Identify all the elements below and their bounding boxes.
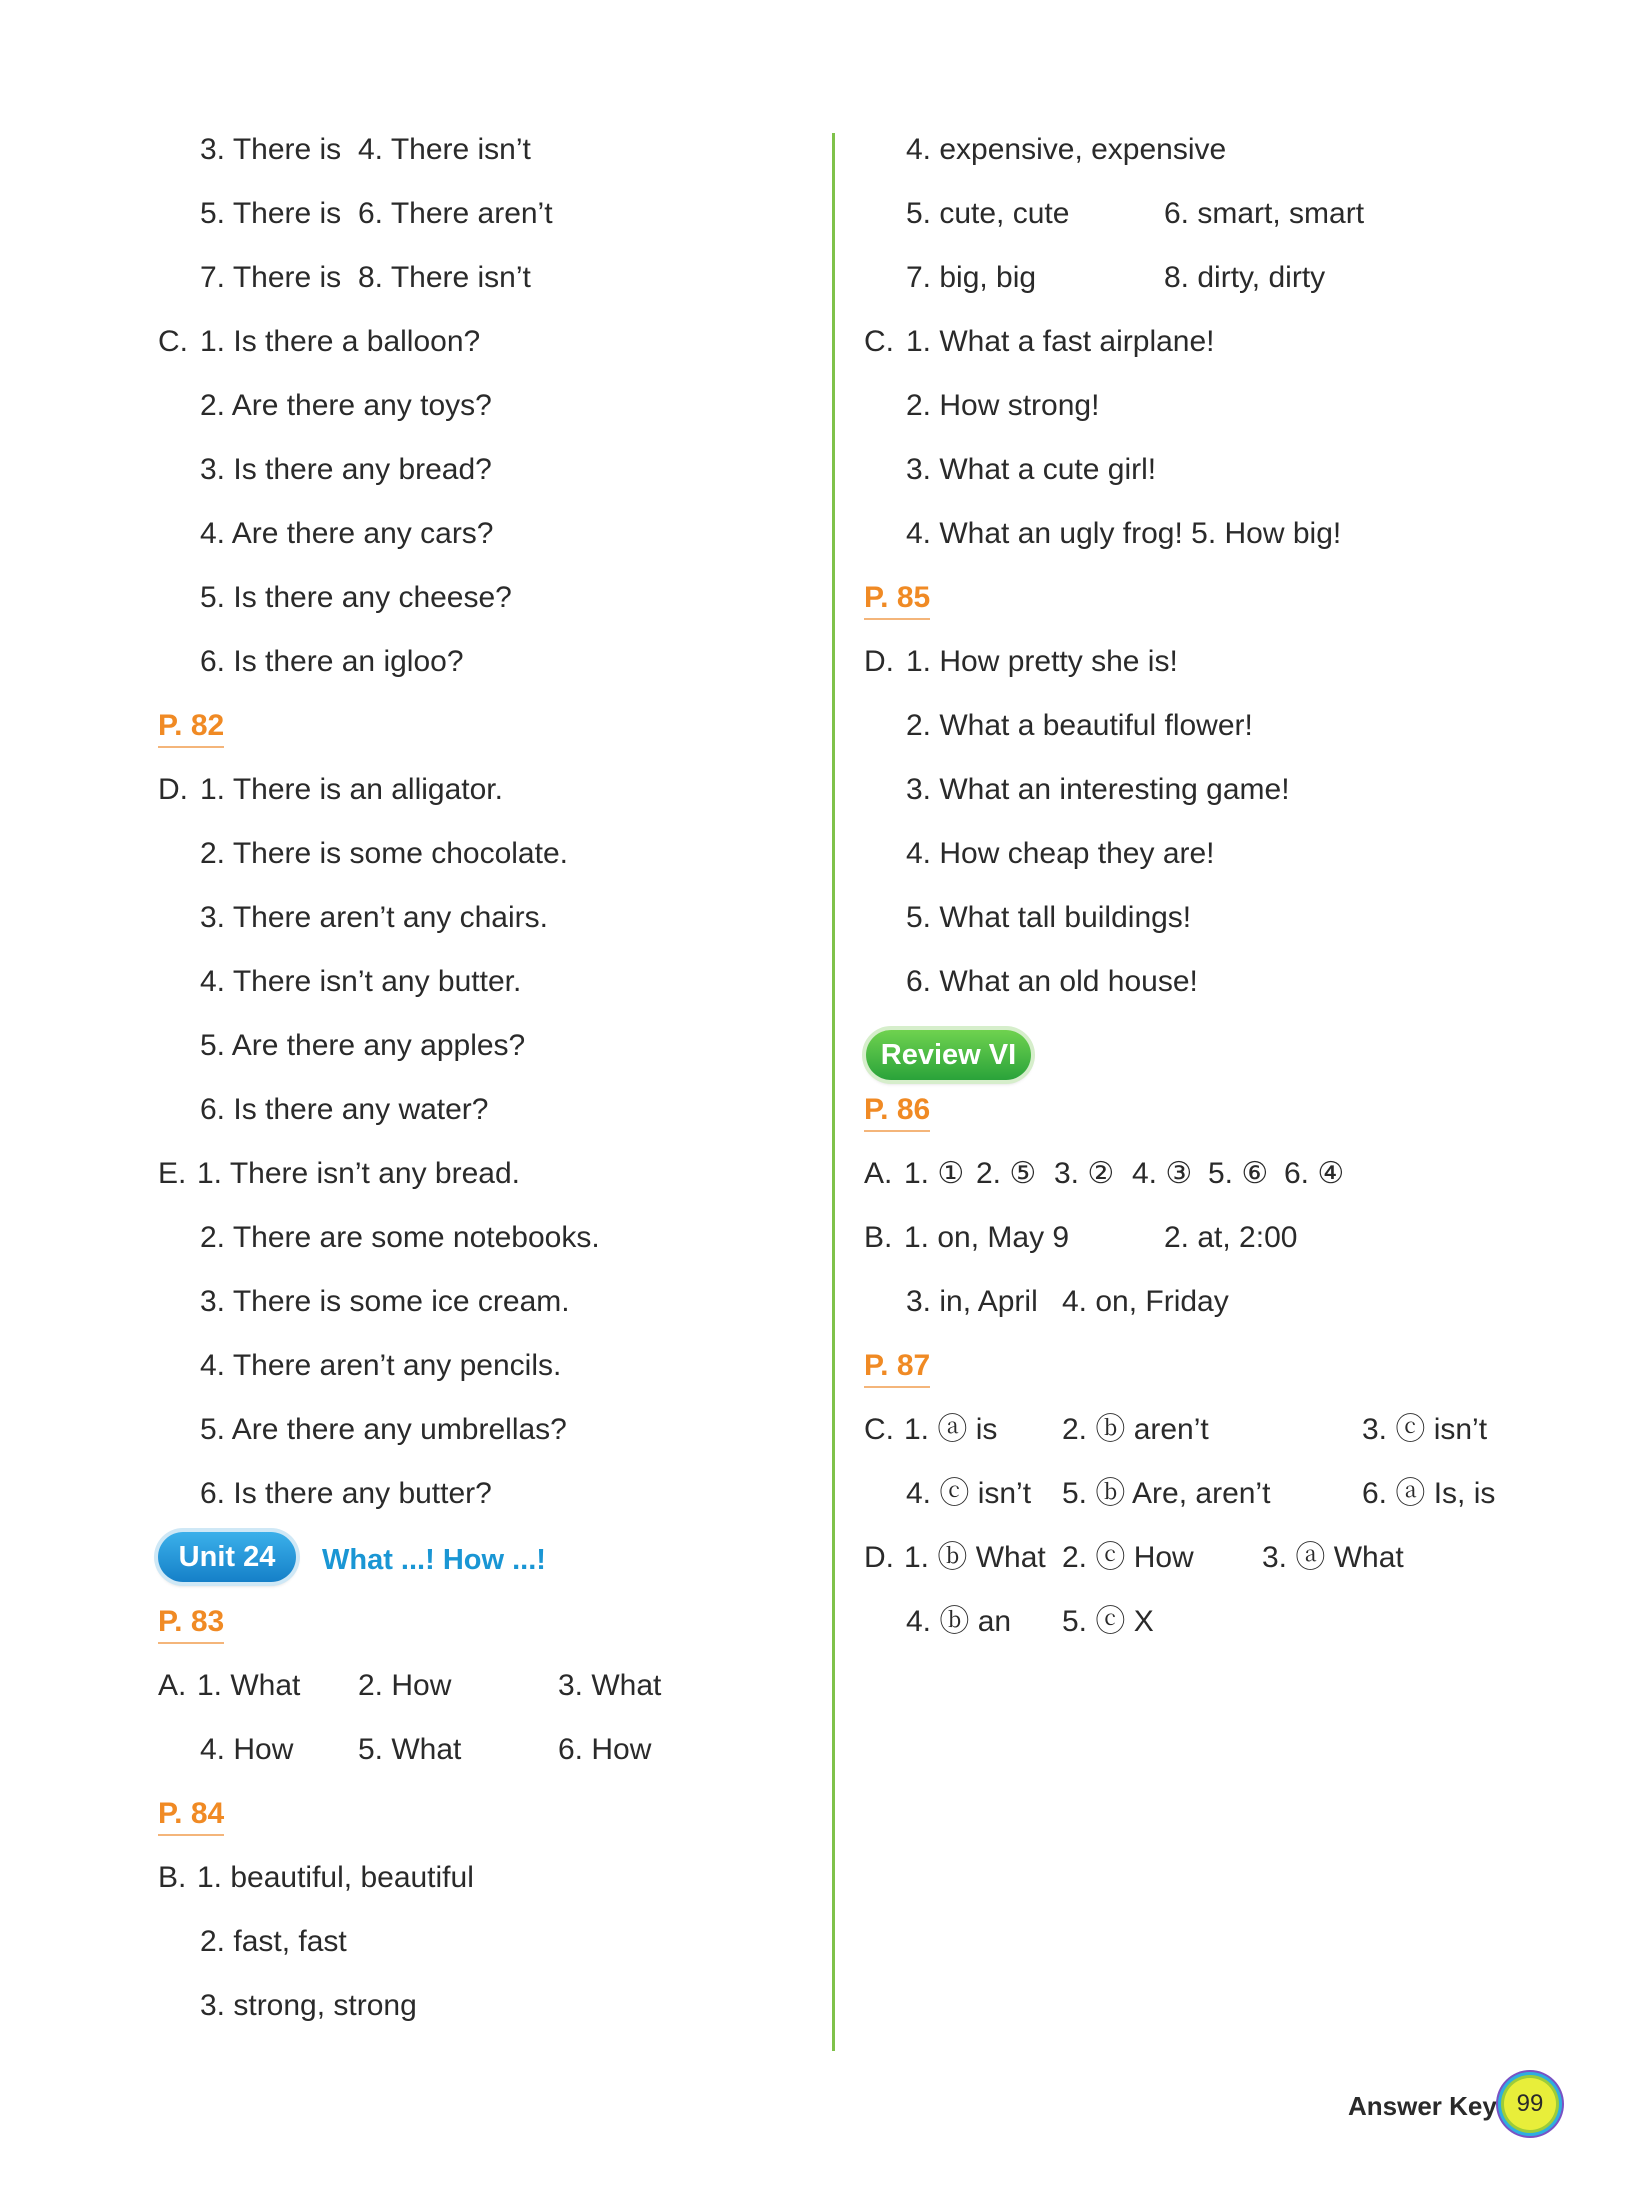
answer-item: 2. fast, fast (200, 1925, 347, 1958)
answer-item: 3. Is there any bread? (200, 453, 492, 486)
answer-item: 1. Is there a balloon? (200, 325, 481, 358)
answer-item: 8. There isn’t (358, 261, 531, 294)
page-reference: P. 82 (158, 708, 224, 748)
section-letter: A. (158, 1669, 187, 1702)
unit-badge: Unit 24 (158, 1532, 296, 1582)
page-reference: P. 84 (158, 1796, 224, 1836)
answer-item: 3. in, April (906, 1285, 1038, 1318)
answer-item: 5. Are there any apples? (200, 1029, 526, 1062)
answer-item: 5. ⑥ (1208, 1157, 1269, 1190)
section-letter: A. (864, 1157, 893, 1190)
answer-item: 4. ③ (1132, 1157, 1193, 1190)
answer-item: 5. There is (200, 197, 342, 230)
answer-item: 6. There aren’t (358, 197, 553, 230)
answer-item: 5. What tall buildings! (906, 901, 1192, 934)
answer-item: 8. dirty, dirty (1164, 261, 1326, 294)
section-letter: B. (864, 1221, 893, 1254)
answer-item: 4. There isn’t (358, 133, 531, 166)
answer-item: 2. What a beautiful flower! (906, 709, 1253, 742)
answer-item: 4. There aren’t any pencils. (200, 1349, 562, 1382)
answer-item: 2. at, 2:00 (1164, 1221, 1298, 1254)
answer-item: 2. How (358, 1669, 452, 1702)
answer-item: 4. ⓒ isn’t (906, 1477, 1032, 1510)
page-reference: P. 86 (864, 1092, 930, 1132)
section-letter: D. (158, 773, 188, 806)
answer-item: 4. Are there any cars? (200, 517, 494, 550)
page-reference: P. 83 (158, 1604, 224, 1644)
answer-item: 4. What an ugly frog! 5. How big! (906, 517, 1342, 550)
answer-item: 7. There is (200, 261, 342, 294)
answer-item: 4. There isn’t any butter. (200, 965, 522, 998)
answer-item: 3. There is some ice cream. (200, 1285, 570, 1318)
answer-item: 5. Are there any umbrellas? (200, 1413, 567, 1446)
answer-item: 3. ⓒ isn’t (1362, 1413, 1488, 1446)
answer-item: 1. ① (904, 1157, 965, 1190)
answer-item: 2. How strong! (906, 389, 1100, 422)
answer-item: 6. Is there an igloo? (200, 645, 464, 678)
answer-item: 3. What an interesting game! (906, 773, 1290, 806)
answer-item: 3. strong, strong (200, 1989, 417, 2022)
answer-item: 3. There aren’t any chairs. (200, 901, 548, 934)
answer-item: 3. ⓐ What (1262, 1541, 1404, 1574)
answer-item: 6. ⓐ Is, is (1362, 1477, 1496, 1510)
page-number-badge: 99 (1504, 2078, 1556, 2130)
section-letter: E. (158, 1157, 187, 1190)
answer-item: 6. Is there any butter? (200, 1477, 492, 1510)
review-badge: Review VI (866, 1030, 1031, 1080)
answer-item: 1. beautiful, beautiful (197, 1861, 474, 1894)
answer-item: 5. What (358, 1733, 462, 1766)
answer-item: 2. There are some notebooks. (200, 1221, 600, 1254)
section-letter: C. (864, 325, 894, 358)
page-reference: P. 87 (864, 1348, 930, 1388)
answer-item: 3. ② (1054, 1157, 1115, 1190)
answer-item: 4. expensive, expensive (906, 133, 1227, 166)
answer-item: 4. How (200, 1733, 294, 1766)
answer-item: 6. Is there any water? (200, 1093, 489, 1126)
answer-item: 6. ④ (1284, 1157, 1345, 1190)
answer-item: 1. ⓐ is (904, 1413, 998, 1446)
answer-item: 4. ⓑ an (906, 1605, 1012, 1638)
answer-item: 4. on, Friday (1062, 1285, 1229, 1318)
section-letter: B. (158, 1861, 187, 1894)
answer-item: 1. There is an alligator. (200, 773, 503, 806)
answer-item: 1. What (197, 1669, 301, 1702)
column-divider (832, 133, 835, 2051)
answer-key-label: Answer Key (1348, 2091, 1497, 2121)
page-reference: P. 85 (864, 580, 930, 620)
answer-item: 7. big, big (906, 261, 1037, 294)
answer-item: 6. smart, smart (1164, 197, 1365, 230)
section-letter: C. (864, 1413, 894, 1446)
answer-item: 2. ⓑ aren’t (1062, 1413, 1209, 1446)
answer-item: 3. There is (200, 133, 342, 166)
answer-item: 1. ⓑ What (904, 1541, 1046, 1574)
answer-item: 2. There is some chocolate. (200, 837, 568, 870)
answer-item: 3. What (558, 1669, 662, 1702)
answer-item: 5. cute, cute (906, 197, 1070, 230)
answer-item: 5. ⓑ Are, aren’t (1062, 1477, 1271, 1510)
answer-item: 1. How pretty she is! (906, 645, 1178, 678)
section-letter: D. (864, 1541, 894, 1574)
answer-item: 6. What an old house! (906, 965, 1198, 998)
answer-item: 2. ⓒ How (1062, 1541, 1194, 1574)
unit-title: What ...! How ...! (322, 1544, 546, 1576)
section-letter: D. (864, 645, 894, 678)
answer-item: 4. How cheap they are! (906, 837, 1215, 870)
answer-item: 6. How (558, 1733, 652, 1766)
answer-item: 5. ⓒ X (1062, 1605, 1154, 1638)
answer-item: 1. on, May 9 (904, 1221, 1070, 1254)
answer-item: 1. There isn’t any bread. (197, 1157, 520, 1190)
answer-item: 1. What a fast airplane! (906, 325, 1215, 358)
answer-item: 2. ⑤ (976, 1157, 1037, 1190)
section-letter: C. (158, 325, 188, 358)
answer-item: 5. Is there any cheese? (200, 581, 512, 614)
answer-item: 3. What a cute girl! (906, 453, 1157, 486)
answer-item: 2. Are there any toys? (200, 389, 492, 422)
